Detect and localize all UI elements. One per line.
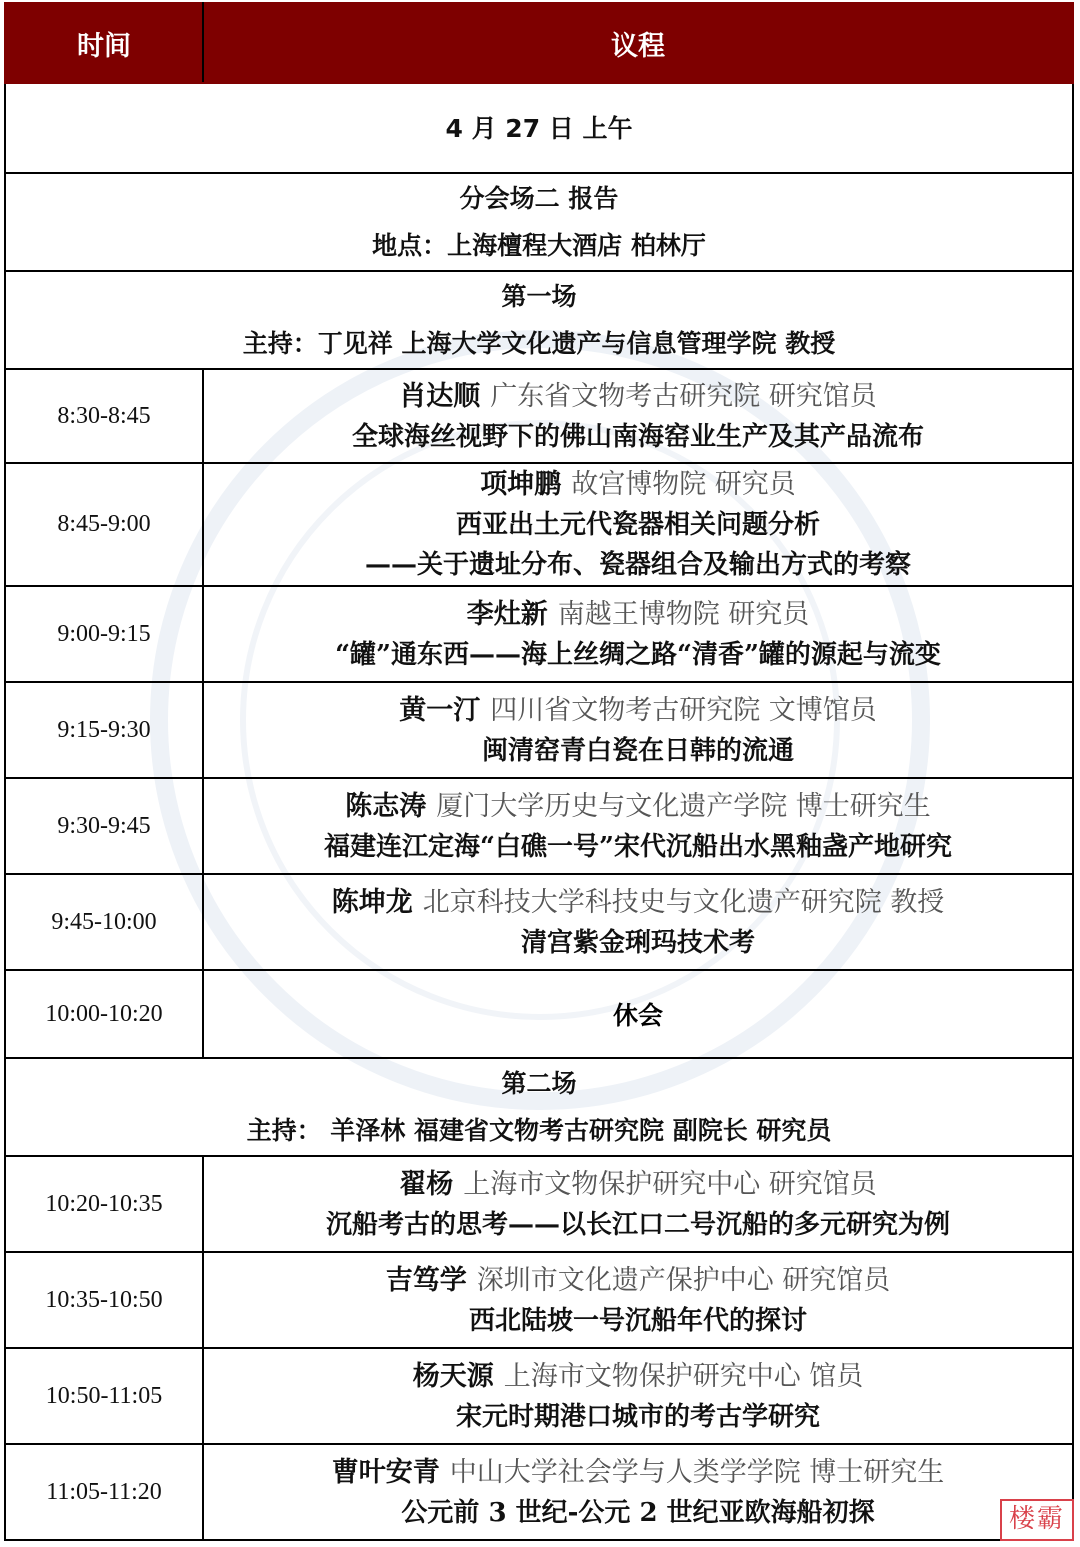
date-label: 4 月 27 日 上午 [5, 83, 1073, 173]
table-row [5, 1156, 1073, 1252]
talk-title: 闽清窑青白瓷在日韩的流通 [481, 735, 794, 766]
talk-time: 8:30-8:45 [5, 369, 203, 463]
venue-title: 分会场二 报告 [459, 184, 619, 213]
header-agenda: 议程 [203, 3, 1073, 83]
session1-row [5, 271, 1073, 369]
talk-time: 10:20-10:35 [5, 1156, 203, 1252]
speaker-affiliation: 南越王博物院 研究员 [557, 598, 810, 630]
venue-location: 地点：上海檀程大酒店 柏林厅 [372, 231, 706, 260]
talk-cell [203, 1156, 1073, 1252]
venue-cell [5, 173, 1073, 271]
speaker-name: 李灶新 [466, 598, 548, 630]
header-time: 时间 [5, 3, 203, 83]
table-row [5, 1444, 1073, 1540]
break-time: 10:00-10:20 [5, 970, 203, 1058]
talk-cell [203, 586, 1073, 682]
session1-title: 第一场 [501, 282, 577, 311]
speaker-affiliation: 深圳市文化遗产保护中心 研究馆员 [476, 1264, 891, 1296]
talk-time: 11:05-11:20 [5, 1444, 203, 1540]
talk-cell [203, 369, 1073, 463]
session1-host: 主持：丁见祥 上海大学文化遗产与信息管理学院 教授 [242, 329, 836, 358]
talk-title: 清宫紫金琍玛技术考 [520, 927, 755, 958]
table-row [5, 682, 1073, 778]
talk-time: 8:45-9:00 [5, 463, 203, 586]
talk-time: 10:50-11:05 [5, 1348, 203, 1444]
date-row [5, 83, 1073, 173]
break-label: 休会 [203, 970, 1073, 1058]
speaker-name: 陈坤龙 [331, 886, 413, 918]
talk-time: 9:15-9:30 [5, 682, 203, 778]
talk-title: 全球海丝视野下的佛山南海窑业生产及其产品流布 [351, 421, 924, 452]
session2-cell [5, 1058, 1073, 1156]
talk-title: 福建连江定海“白礁一号”宋代沉船出水黑釉盏产地研究 [324, 831, 952, 862]
talk-time: 10:35-10:50 [5, 1252, 203, 1348]
session2-row [5, 1058, 1073, 1156]
venue-row [5, 173, 1073, 271]
table-row [5, 778, 1073, 874]
table-row [5, 1348, 1073, 1444]
speaker-name: 杨天源 [412, 1360, 494, 1392]
talk-cell [203, 1444, 1073, 1540]
speaker-name: 项坤鹏 [480, 469, 562, 500]
header-row [5, 3, 1073, 83]
talk-cell [203, 682, 1073, 778]
talk-cell [203, 874, 1073, 970]
talk-cell [203, 463, 1073, 586]
talk-title: 西亚出土元代瓷器相关问题分析 [455, 510, 820, 540]
corner-stamp: 楼霸 [1000, 1499, 1074, 1541]
talk-time: 9:30-9:45 [5, 778, 203, 874]
table-row [5, 463, 1073, 586]
break-row [5, 970, 1073, 1058]
talk-cell [203, 1348, 1073, 1444]
speaker-name: 曹叶安青 [331, 1456, 440, 1488]
speaker-name: 陈志涛 [345, 790, 427, 822]
talk-time: 9:45-10:00 [5, 874, 203, 970]
talk-cell [203, 1252, 1073, 1348]
talk-subtitle: ——关于遗址分布、瓷器组合及输出方式的考察 [364, 550, 911, 580]
table-row [5, 1252, 1073, 1348]
speaker-affiliation: 四川省文物考古研究院 文博馆员 [490, 694, 877, 726]
table-row [5, 586, 1073, 682]
speaker-affiliation: 广东省文物考古研究院 研究馆员 [490, 380, 877, 412]
talk-title: “罐”通东西——海上丝绸之路“清香”罐的源起与流变 [335, 639, 941, 670]
speaker-affiliation: 故宫博物院 研究员 [571, 469, 796, 500]
speaker-affiliation: 中山大学社会学与人类学学院 博士研究生 [449, 1456, 945, 1488]
speaker-name: 翟杨 [399, 1168, 454, 1200]
speaker-affiliation: 厦门大学历史与文化遗产学院 博士研究生 [436, 790, 931, 822]
table-row [5, 874, 1073, 970]
agenda-table [4, 2, 1074, 1541]
talk-title: 公元前 3 世纪-公元 2 世纪亚欧海船初探 [401, 1497, 875, 1528]
speaker-affiliation: 上海市文物保护研究中心 研究馆员 [463, 1168, 877, 1200]
talk-title: 宋元时期港口城市的考古学研究 [455, 1401, 820, 1432]
speaker-name: 黄一汀 [399, 694, 481, 726]
speaker-name: 吉笃学 [385, 1264, 467, 1296]
session1-cell [5, 271, 1073, 369]
speaker-affiliation: 北京科技大学科技史与文化遗产研究院 教授 [422, 886, 945, 918]
session2-title: 第二场 [501, 1069, 577, 1098]
speaker-name: 肖达顺 [399, 380, 481, 412]
speaker-affiliation: 上海市文物保护研究中心 馆员 [503, 1360, 864, 1392]
talk-title: 沉船考古的思考——以长江口二号沉船的多元研究为例 [325, 1209, 950, 1240]
talk-time: 9:00-9:15 [5, 586, 203, 682]
talk-title: 西北陆坡一号沉船年代的探讨 [468, 1305, 807, 1336]
talk-cell [203, 778, 1073, 874]
session2-host: 主持： 羊泽林 福建省文物考古研究院 副院长 研究员 [246, 1116, 832, 1145]
table-row [5, 369, 1073, 463]
